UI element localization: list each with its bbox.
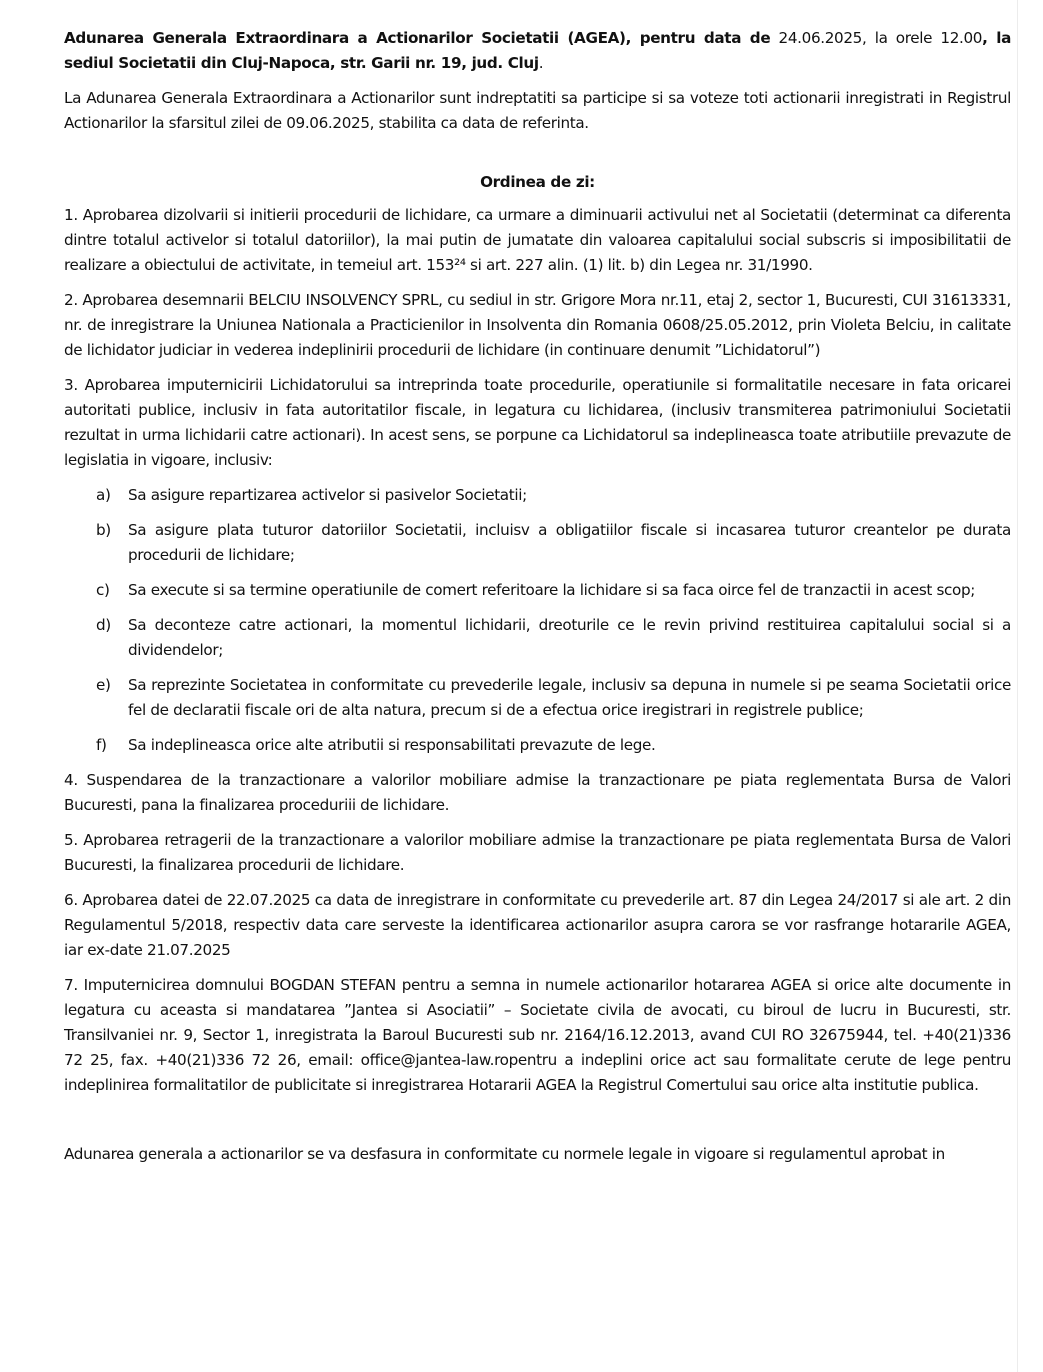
agenda-subitem-a	[96, 483, 1011, 508]
subitem-text: Sa asigure repartizarea activelor si pasivelor Societatii;	[128, 486, 527, 504]
agenda-item-1: 1. Aprobarea dizolvarii si initierii procedurii de lichidare, ca urmare a diminuarii activului net al Societatii (determinat ca diferenta dintre totalul activelor si totalul datoriilor), la mai putin de jumatate din valoarea capitalului social subscris si imposibilitatii de realizare a obiectului de activitate, in temeiul art. 153²⁴ si art. 227 alin. (1) lit. b) din Legea nr. 31/1990.	[64, 206, 1011, 274]
subitem-label: b)	[96, 521, 111, 539]
document-content	[64, 26, 1011, 1177]
agenda-item-3: 3. Aprobarea imputernicirii Lichidatorului sa intreprinda toate procedurile, operatiunile si formalitatile necesare in fata oricarei autoritati publice, inclusiv in fata autoritatilor fiscale, in legatura cu lichidarea, (inclusiv transmiterea patrimoniului Societatii rezultat in urma lichidarii catre actionari). In acest sens, se porpune ca Lichidatorul sa indeplineasca toate atributiile prevazute de legislatia in vigoare, inclusiv:	[64, 376, 1011, 469]
agenda-item-2: 2. Aprobarea desemnarii BELCIU INSOLVENCY SPRL, cu sediul in str. Grigore Mora nr.11, etaj 2, sector 1, Bucuresti, CUI 31613331, nr. de inregistrare la Uniunea Nationala a Practicienilor in Insolventa din Romania 0608/25.05.2012, prin Violeta Belciu, in calitate de lichidator judiciar in vederea indeplinirii procedurii de lichidare (in continuare denumit ”Lichidatorul”)	[64, 291, 1011, 359]
agenda-subitem-d	[96, 613, 1011, 663]
subitem-text: Sa indeplineasca orice alte atributii si responsabilitati prevazute de lege.	[128, 736, 656, 754]
eligibility-paragraph: La Adunarea Generala Extraordinara a Actionarilor sunt indreptatiti sa participe si sa voteze toti actionarii inregistrati in Registrul Actionarilor la sfarsitul zilei de 09.06.2025, stabilita ca data de referinta.	[64, 89, 1011, 132]
subitem-label: a)	[96, 486, 111, 504]
subitem-text: Sa execute si sa termine operatiunile de comert referitoare la lichidare si sa faca oirce fel de tranzactii in acest scop;	[128, 581, 976, 599]
agenda-item-4: 4. Suspendarea de la tranzactionare a valorilor mobiliare admise la tranzactionare pe piata reglementata Bursa de Valori Bucuresti, pana la finalizarea proceduriii de lichidare.	[64, 771, 1011, 814]
spacer	[64, 1108, 1011, 1142]
subitem-text: Sa deconteze catre actionari, la momentul lichidarii, dreoturile ce le revin privind restituirea capitalului social si a dividendelor;	[128, 616, 1011, 659]
agenda-subitem-f	[96, 733, 1011, 758]
intro-end: .	[538, 54, 544, 72]
agenda-subitem-b	[96, 518, 1011, 568]
subitem-label: e)	[96, 676, 111, 694]
meeting-intro	[64, 26, 1011, 76]
agenda-item-7: 7. Imputernicirea domnului BOGDAN STEFAN pentru a semna in numele actionarilor hotararea AGEA si orice alte documente in legatura cu aceasta si mandatarea ”Jantea si Asociatii” – Societate civila de avocati, cu biroul de lucru in Bucuresti, str. Transilvaniei nr. 9, Sector 1, inregistrata la Baroul Bucuresti sub nr. 2164/16.12.2013, avand CUI RO 32675944, tel. +40(21)336 72 25, fax. +40(21)336 72 26, email: office@jantea-law.ropentru a indeplini orice act sau formalitate cerute de lege pentru indeplinirea formalitatilor de publicitate si inregistrarea Hotararii AGEA la Registrul Comertului sau orice alta institutie publica.	[64, 976, 1011, 1094]
agenda-subitem-c	[96, 578, 1011, 603]
subitem-label: c)	[96, 581, 110, 599]
subitem-text: Sa asigure plata tuturor datoriilor Societatii, incluisv a obligatiilor fiscale si incasarea tuturor creantelor pe durata procedurii de lichidare;	[128, 521, 1011, 564]
agenda-item-5: 5. Aprobarea retragerii de la tranzactionare a valorilor mobiliare admise la tranzactionare pe piata reglementata Bursa de Valori Bucuresti, la finalizarea procedurii de lichidare.	[64, 831, 1011, 874]
agenda-item-6: 6. Aprobarea datei de 22.07.2025 ca data de inregistrare in conformitate cu prevederile art. 87 din Legea 24/2017 si ale art. 2 din Regulamentul 5/2018, respectiv data care serveste la identificarea actionarilor asupra carora se vor rasfrange hotararile AGEA, iar ex-date 21.07.2025	[64, 891, 1011, 959]
intro-bold-2: , la sediul Societatii din Cluj-Napoca, str. Garii nr. 19, jud. Cluj	[64, 29, 1011, 72]
closing-paragraph: Adunarea generala a actionarilor se va desfasura in conformitate cu normele legale in vigoare si regulamentul aprobat in	[64, 1145, 945, 1163]
subitem-text: Sa reprezinte Societatea in conformitate cu prevederile legale, inclusiv sa depuna in numele si pe seama Societatii orice fel de declaratii fiscale ori de alta natura, precum si de a efectua orice iregistrari in registrele publice;	[128, 676, 1011, 719]
subitem-label: d)	[96, 616, 111, 634]
subitem-label: f)	[96, 736, 107, 754]
intro-bold-1: Adunarea Generala Extraordinara a Actionarilor Societatii (AGEA), pentru data de	[64, 29, 771, 47]
agenda-subitem-e	[96, 673, 1011, 723]
meeting-date-time: 24.06.2025, la orele 12.00	[770, 29, 983, 47]
agenda-title: Ordinea de zi:	[480, 173, 595, 191]
